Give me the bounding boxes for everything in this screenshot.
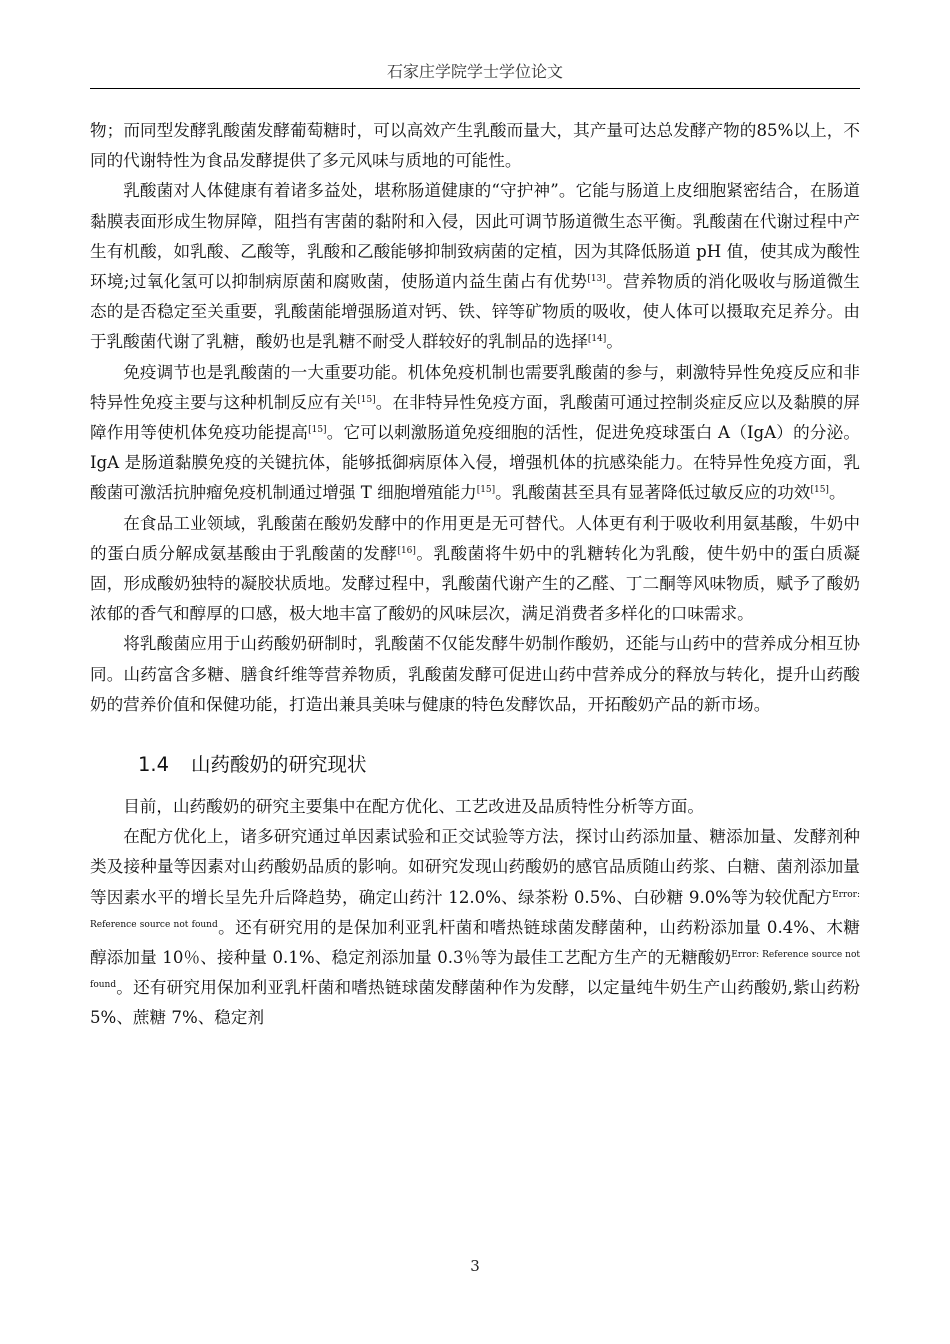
section-number: 1.4 [138, 753, 170, 777]
citation: [15] [357, 394, 376, 405]
body-text [90, 116, 860, 1034]
section-title: 山药酸奶的研究现状 [191, 753, 367, 777]
paragraph: 物；而同型发酵乳酸菌发酵葡萄糖时，可以高效产生乳酸而量大，其产量可达总发酵产物的85%以上，不同的代谢特性为食品发酵提供了多元风味与质地的可能性。 [90, 121, 860, 171]
citation: [15] [476, 485, 496, 496]
running-header [90, 60, 860, 89]
paragraph: 在配方优化上，诸多研究通过单因素试验和正交试验等方法，探讨山药添加量、糖添加量、发酵剂种类及接种量等因素对山药酸奶品质的影响。如研究发现山药酸奶的感官品质随山药浆、白糖、菌剂添加量等因素水平的增长呈先升后降趋势，确定山药汁 12.0%、绿茶粉 0.5%、白砂糖 9.0%等为较优配方$^{Error: Reference source not found}$。还有研究用的是保加利亚乳杆菌和嗜热链球菌发酵菌种，山药粉添加量 0.4%、木糖醇添加量 10％、接种量 0.1%、稳定剂添加量 0.3％等为最佳工艺配方生产的无糖酸奶$^{Error: Reference source not found}$。还有研究用保加利亚乳杆菌和嗜热链球菌发酵菌种作为发酵，以定量纯牛奶生产山药酸奶,紫山药粉 5%、蔗糖 7%、稳定剂 [90, 827, 861, 1028]
citation: [16] [397, 545, 416, 556]
citation: [15] [308, 425, 327, 436]
citation: [13] [587, 274, 606, 285]
citation: [14] [587, 334, 607, 345]
reference-error: Error: Reference source not found [90, 950, 861, 991]
paragraph: 乳酸菌对人体健康有着诸多益处，堪称肠道健康的“守护神”。它能与肠道上皮细胞紧密结合，在肠道黏膜表面形成生物屏障，阻挡有害菌的黏附和入侵，因此可调节肠道微生态平衡。乳酸菌在代谢过程中产生有机酸，如乳酸、乙酸等，乳酸和乙酸能够抑制致病菌的定植，因为其降低肠道 pH 值，使其成为酸性环境;过氧化氢可以抑制病原菌和腐败菌，使肠道内益生菌占有优势[13]。营养物质的消化吸收与肠道微生态的是否稳定至关重要，乳酸菌能增强肠道对钙、铁、锌等矿物质的吸收，使人体可以摄取充足养分。由于乳酸菌代谢了乳糖，酸奶也是乳糖不耐受人群较好的乳制品的选择[14]。 [90, 181, 860, 352]
section-heading [138, 750, 860, 780]
paragraph: 在食品工业领域，乳酸菌在酸奶发酵中的作用更是无可替代。人体更有利于吸收利用氨基酸，牛奶中的蛋白质分解成氨基酸由于乳酸菌的发酵[16]。乳酸菌将牛奶中的乳糖转化为乳酸，使牛奶中的蛋白质凝固，形成酸奶独特的凝胶状质地。发酵过程中，乳酸菌代谢产生的乙醛、丁二酮等风味物质，赋予了酸奶浓郁的香气和醇厚的口感，极大地丰富了酸奶的风味层次，满足消费者多样化的口味需求。 [90, 513, 860, 624]
header-title: 石家庄学院学士学位论文 [386, 62, 563, 81]
reference-error: Error: Reference source not found [90, 889, 860, 930]
page-number: 3 [470, 1257, 480, 1275]
page-footer [0, 1257, 950, 1275]
citation: [15] [810, 485, 829, 496]
paragraph: 目前，山药酸奶的研究主要集中在配方优化、工艺改进及品质特性分析等方面。 [123, 797, 704, 817]
paragraph: 将乳酸菌应用于山药酸奶研制时，乳酸菌不仅能发酵牛奶制作酸奶，还能与山药中的营养成分相互协同。山药富含多糖、膳食纤维等营养物质，乳酸菌发酵可促进山药中营养成分的释放与转化，提升山药酸奶的营养价值和保健功能，打造出兼具美味与健康的特色发酵饮品，开拓酸奶产品的新市场。 [90, 634, 860, 714]
paragraph: 免疫调节也是乳酸菌的一大重要功能。机体免疫机制也需要乳酸菌的参与，刺激特异性免疫反应和非特异性免疫主要与这种机制反应有关[15]。在非特异性免疫方面，乳酸菌可通过控制炎症反应以及黏膜的屏障作用等使机体免疫功能提高[15]。它可以刺激肠道免疫细胞的活性，促进免疫球蛋白 A（IgA）的分泌。IgA 是肠道黏膜免疫的关键抗体，能够抵御病原体入侵，增强机体的抗感染能力。在特异性免疫方面，乳酸菌可激活抗肿瘤免疫机制通过增强 T 细胞增殖能力[15]。乳酸菌甚至具有显著降低过敏反应的功效[15]。 [90, 362, 861, 503]
